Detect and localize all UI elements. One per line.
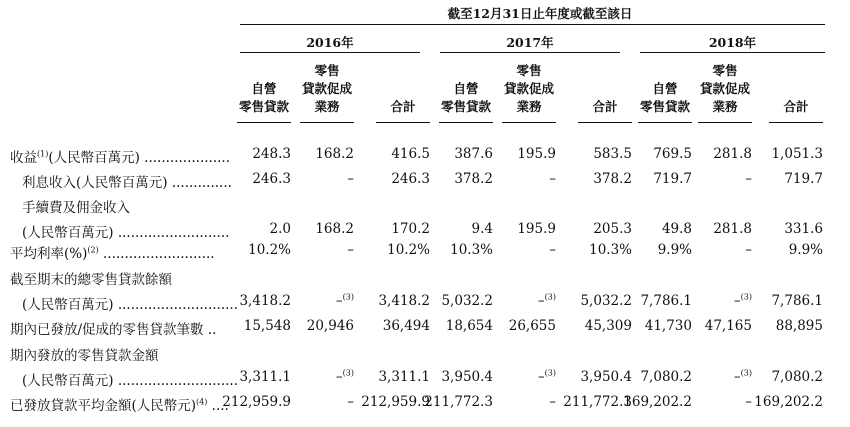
year-rule-2017 bbox=[440, 52, 620, 53]
table-cell: – bbox=[745, 242, 752, 258]
column-header-rule bbox=[638, 122, 692, 123]
column-header-rule bbox=[578, 122, 632, 123]
table-cell: – bbox=[347, 394, 354, 410]
table-cell: 387.6 bbox=[454, 146, 493, 162]
row-label-continuation: (人民幣百萬元) .......................... bbox=[22, 225, 230, 241]
table-cell: – bbox=[549, 171, 556, 187]
table-cell: 3,950.4 bbox=[580, 369, 632, 385]
table-cell: –$^{(3)}$ bbox=[335, 368, 354, 385]
table-cell: 7,786.1 bbox=[771, 293, 823, 309]
table-cell: 3,311.1 bbox=[239, 369, 291, 385]
table-cell: 281.8 bbox=[713, 146, 752, 162]
table-cell: 719.7 bbox=[653, 171, 692, 187]
row-label: 期內發放的零售貸款金額 bbox=[10, 348, 159, 364]
column-header-rule bbox=[769, 122, 823, 123]
table-cell: – bbox=[347, 171, 354, 187]
table-cell: 10.2% bbox=[248, 242, 291, 258]
table-cell: 719.7 bbox=[784, 171, 823, 187]
row-label: 截至期末的總零售貸款餘額 bbox=[10, 272, 172, 288]
table-cell: 378.2 bbox=[593, 171, 632, 187]
column-header-text: 零售貸款 bbox=[639, 99, 690, 114]
column-header-text: 貸款促成 bbox=[503, 81, 554, 96]
table-cell: – bbox=[347, 242, 354, 258]
table-cell: 170.2 bbox=[391, 221, 430, 237]
column-header-text: 合計 bbox=[592, 99, 618, 114]
year-rule-2016 bbox=[240, 52, 420, 53]
table-cell: 1,051.3 bbox=[771, 146, 823, 162]
table-cell: 15,548 bbox=[243, 318, 291, 334]
table-cell: – bbox=[745, 171, 752, 187]
table-cell: –$^{(3)}$ bbox=[733, 368, 752, 385]
table-cell: 378.2 bbox=[454, 171, 493, 187]
table-cell: 3,418.2 bbox=[378, 293, 430, 309]
table-cell: 169,202.2 bbox=[754, 394, 823, 410]
row-label-continuation: (人民幣百萬元) ............................ bbox=[22, 373, 238, 389]
table-cell: 2.0 bbox=[269, 221, 291, 237]
table-cell: 20,946 bbox=[306, 318, 354, 334]
column-header-rule bbox=[502, 122, 556, 123]
table-cell: 246.3 bbox=[252, 171, 291, 187]
table-cell: 5,032.2 bbox=[580, 293, 632, 309]
table-cell: 9.9% bbox=[788, 242, 823, 258]
table-cell: 195.9 bbox=[517, 146, 556, 162]
column-header-text: 零售 bbox=[712, 63, 738, 78]
column-header-text: 零售 bbox=[516, 63, 542, 78]
table-cell: 49.8 bbox=[661, 221, 692, 237]
table-cell: 10.2% bbox=[387, 242, 430, 258]
table-cell: 45,309 bbox=[584, 318, 632, 334]
table-cell: 211,772.3 bbox=[563, 394, 632, 410]
table-cell: 26,655 bbox=[508, 318, 556, 334]
column-header-rule bbox=[376, 122, 430, 123]
row-label: 期內已發放/促成的零售貸款筆數 .. bbox=[10, 322, 217, 338]
table-cell: 212,959.9 bbox=[222, 394, 291, 410]
table-cell: 169,202.2 bbox=[623, 394, 692, 410]
table-cell: 47,165 bbox=[704, 318, 752, 334]
table-cell: 88,895 bbox=[775, 318, 823, 334]
table-cell: – bbox=[549, 394, 556, 410]
column-header-text: 業務 bbox=[712, 99, 738, 114]
column-header-text: 合計 bbox=[783, 99, 809, 114]
table-cell: 3,418.2 bbox=[239, 293, 291, 309]
table-cell: – bbox=[549, 242, 556, 258]
table-cell: 769.5 bbox=[653, 146, 692, 162]
column-header-text: 自營 bbox=[453, 81, 479, 96]
column-header-text: 零售貸款 bbox=[238, 99, 289, 114]
table-cell: 7,080.2 bbox=[640, 369, 692, 385]
row-label-continuation: (人民幣百萬元) ............................ bbox=[22, 297, 238, 313]
table-cell: – bbox=[745, 394, 752, 410]
table-cell: 583.5 bbox=[593, 146, 632, 162]
table-cell: 9.4 bbox=[471, 221, 493, 237]
table-cell: 168.2 bbox=[315, 221, 354, 237]
column-header-text: 貸款促成 bbox=[699, 81, 750, 96]
table-cell: –$^{(3)}$ bbox=[733, 292, 752, 309]
table-cell: 10.3% bbox=[450, 242, 493, 258]
table-cell: 212,959.9 bbox=[361, 394, 430, 410]
row-label: 收益$^{(1)}$(人民幣百萬元) .................... bbox=[10, 149, 230, 166]
table-cell: 195.9 bbox=[517, 221, 556, 237]
table-cell: 331.6 bbox=[784, 221, 823, 237]
table-cell: 9.9% bbox=[657, 242, 692, 258]
table-cell: 205.3 bbox=[593, 221, 632, 237]
column-header-text: 貸款促成 bbox=[301, 81, 352, 96]
year-2017: 2017年 bbox=[506, 35, 554, 50]
column-header-rule bbox=[237, 122, 291, 123]
column-header-text: 合計 bbox=[390, 99, 416, 114]
row-label: 手續費及佣金收入 bbox=[22, 200, 130, 216]
table-cell: 246.3 bbox=[391, 171, 430, 187]
year-2018: 2018年 bbox=[708, 35, 757, 50]
table-cell: 18,654 bbox=[445, 318, 493, 334]
table-cell: –$^{(3)}$ bbox=[335, 292, 354, 309]
row-label: 平均利率(%)$^{(2)}$ .......................... bbox=[10, 245, 215, 262]
column-header-text: 自營 bbox=[251, 81, 277, 96]
row-label: 利息收入(人民幣百萬元) .............. bbox=[22, 175, 232, 191]
column-header-text: 業務 bbox=[516, 99, 542, 114]
column-header-rule bbox=[698, 122, 752, 123]
table-cell: 10.3% bbox=[589, 242, 632, 258]
header-rule-top bbox=[240, 24, 825, 25]
table-cell: 7,080.2 bbox=[771, 369, 823, 385]
table-cell: 211,772.3 bbox=[424, 394, 493, 410]
table-cell: –$^{(3)}$ bbox=[537, 368, 556, 385]
table-cell: 168.2 bbox=[315, 146, 354, 162]
table-cell: 5,032.2 bbox=[441, 293, 493, 309]
column-header-rule bbox=[300, 122, 354, 123]
year-rule-2018 bbox=[640, 52, 825, 53]
table-cell: 7,786.1 bbox=[640, 293, 692, 309]
table-cell: 281.8 bbox=[713, 221, 752, 237]
period-title: 截至12月31日止年度或截至該日 bbox=[447, 6, 633, 21]
year-2016: 2016年 bbox=[306, 35, 354, 50]
table-cell: 248.3 bbox=[252, 146, 291, 162]
column-header-text: 零售貸款 bbox=[440, 99, 491, 114]
table-cell: 3,311.1 bbox=[378, 369, 430, 385]
table-cell: –$^{(3)}$ bbox=[537, 292, 556, 309]
table-cell: 36,494 bbox=[382, 318, 430, 334]
table-cell: 41,730 bbox=[644, 318, 692, 334]
column-header-rule bbox=[439, 122, 493, 123]
table-cell: 416.5 bbox=[391, 146, 430, 162]
column-header-text: 業務 bbox=[314, 99, 340, 114]
table-cell: 3,950.4 bbox=[441, 369, 493, 385]
column-header-text: 零售 bbox=[314, 63, 340, 78]
column-header-text: 自營 bbox=[652, 81, 678, 96]
row-label: 已發放貸款平均金額(人民幣元)$^{(4)}$ .... bbox=[10, 397, 229, 414]
